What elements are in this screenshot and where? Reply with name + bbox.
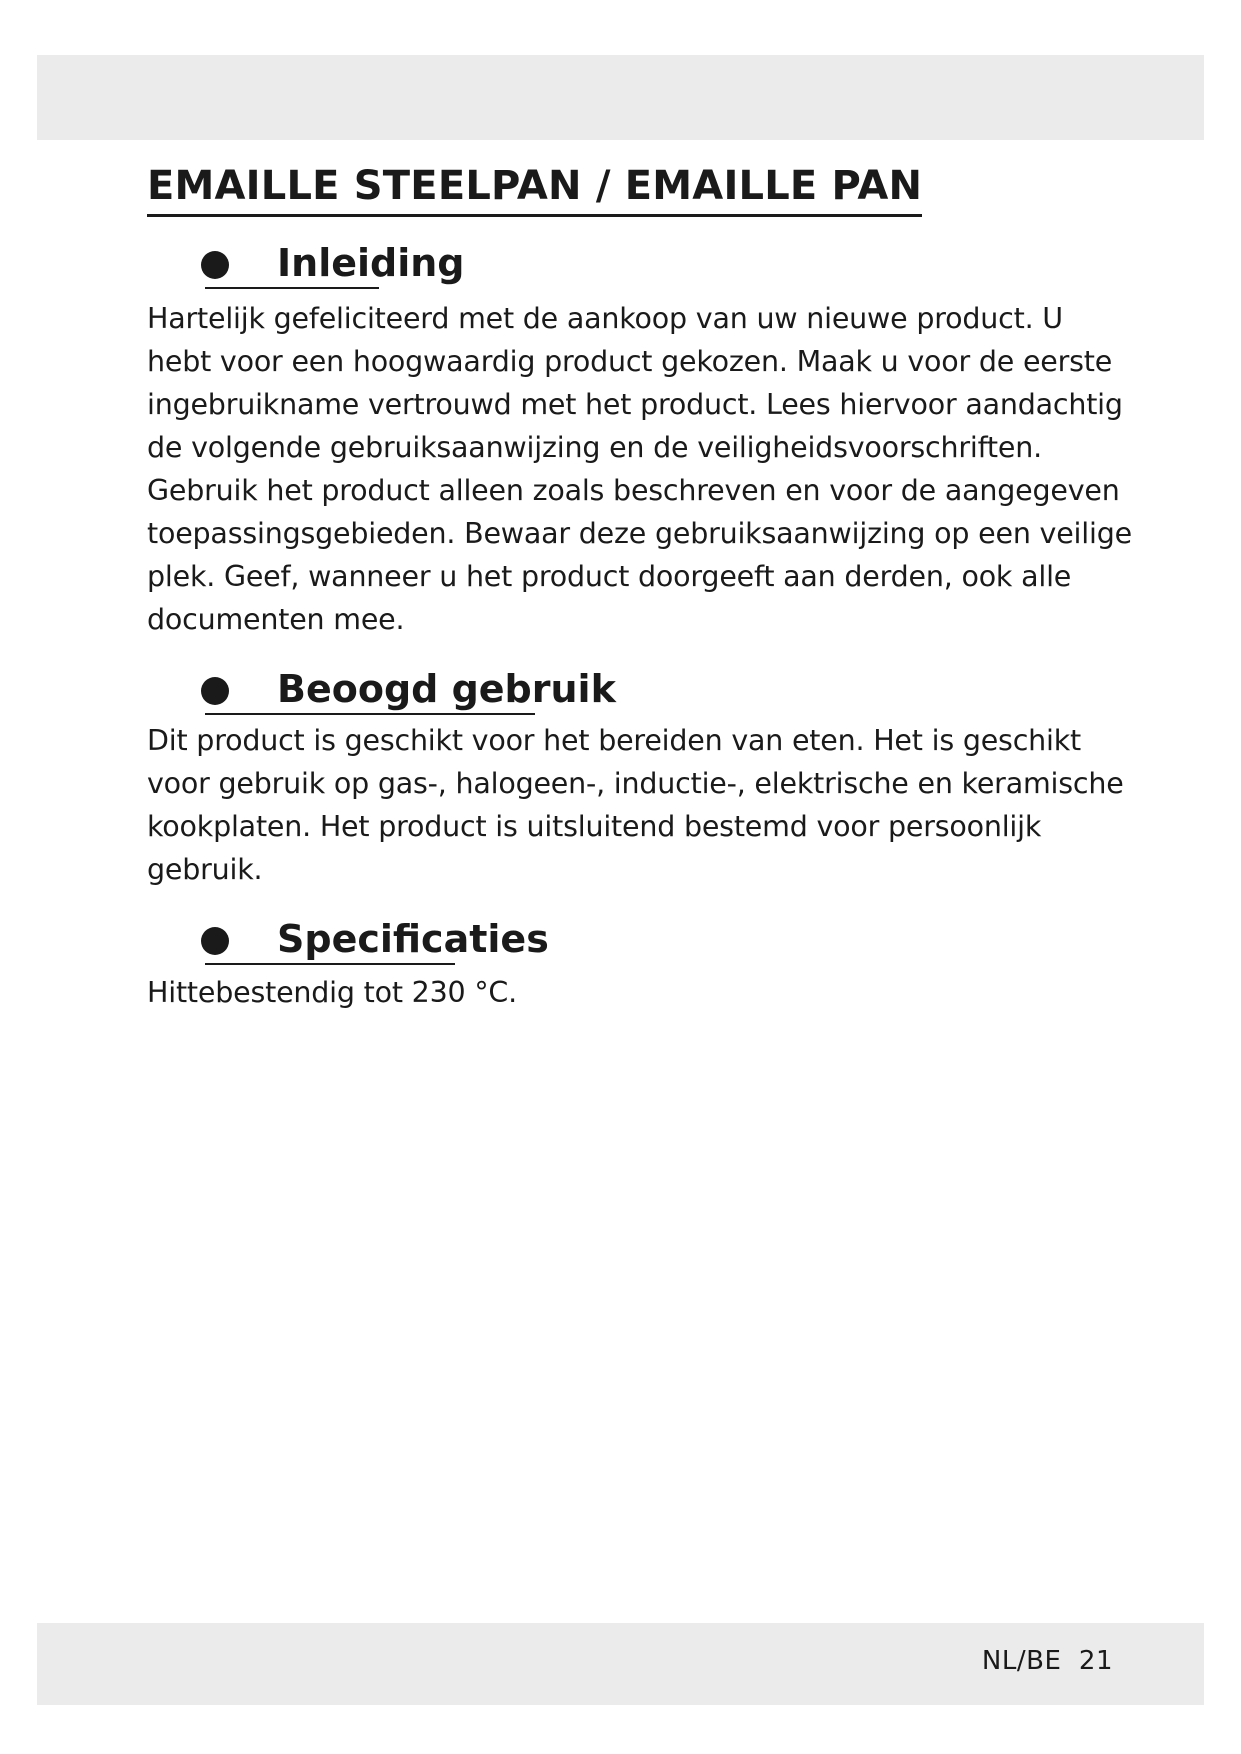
section-heading [147,911,1107,967]
bullet-icon [201,927,229,955]
section-paragraph [147,719,1124,891]
page-number: NL/BE 21 [981,1646,1113,1676]
text-line: Gebruik het product alleen zoals beschreven en voor de aangegeven [147,474,1120,507]
document-content [147,158,1132,1014]
text-line: Hartelijk gefeliciteerd met de aankoop van uw nieuwe product. U [147,302,1063,335]
section-beoogd-gebruik [147,661,1124,891]
header-bar [37,55,1204,140]
document-title: EMAILLE STEELPAN / EMAILLE PAN [147,158,922,217]
bullet-icon [201,677,229,705]
text-line: ingebruikname vertrouwd met het product. Lees hiervoor aandachtig [147,388,1123,421]
text-line: documenten mee. [147,603,405,636]
bullet-icon [201,251,229,279]
text-line: toepassingsgebieden. Bewaar deze gebruiksaanwijzing op een veilige [147,517,1132,550]
section-heading [147,661,1107,717]
text-line: hebt voor een hoogwaardig product gekozen. Maak u voor de eerste [147,345,1113,378]
section-title: Inleiding [277,241,465,285]
text-line: plek. Geef, wanneer u het product doorgeeft aan derden, ook alle [147,560,1072,593]
section-heading [147,235,1107,291]
section-specificaties [147,911,1107,1014]
text-line: kookplaten. Het product is uitsluitend bestemd voor persoonlijk [147,810,1042,843]
section-paragraph [147,297,1132,641]
section-inleiding [147,235,1132,641]
text-line: de volgende gebruiksaanwijzing en de veiligheidsvoorschriften. [147,431,1042,464]
text-line: Hittebestendig tot 230 °C. [147,976,517,1009]
text-line: Dit product is geschikt voor het bereiden van eten. Het is geschikt [147,724,1082,757]
section-paragraph [147,971,1107,1014]
section-title: Specificaties [277,917,549,961]
section-title: Beoogd gebruik [277,667,616,711]
text-line: voor gebruik op gas-, halogeen-, inductie-, elektrische en keramische [147,767,1124,800]
text-line: gebruik. [147,853,263,886]
